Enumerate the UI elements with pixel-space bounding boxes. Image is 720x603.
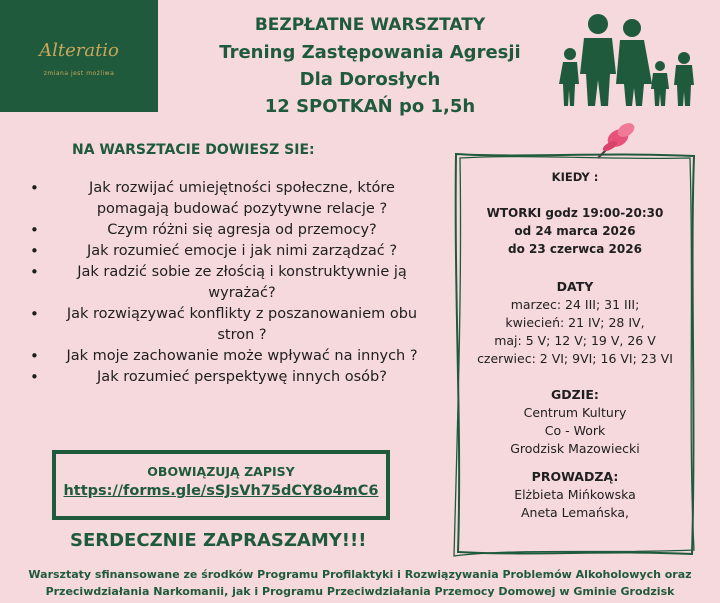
list-item: • Jak rozumieć perspektywę innych osób?: [30, 367, 428, 388]
dates-line: kwiecień: 21 IV; 28 IV,: [505, 315, 645, 330]
family-silhouette-icon: [556, 8, 696, 108]
list-item: • Jak rozwiązywać konflikty z poszanowaniem obu stron ?: [30, 304, 428, 346]
dates-line: czerwiec: 2 VI; 9VI; 16 VI; 23 VI: [477, 351, 673, 366]
title-line-3: Dla Dorosłych: [299, 69, 441, 90]
signup-box: [52, 450, 390, 520]
signup-label: OBOWIĄZUJĄ ZAPISY: [147, 464, 295, 479]
list-item: • Jak radzić sobie ze złością i konstruktywnie ją wyrażać?: [30, 262, 428, 304]
where-line: Co - Work: [544, 423, 606, 438]
where-line: Grodzisk Mazowiecki: [510, 441, 640, 456]
logo-box: [0, 0, 158, 112]
where-line: Centrum Kultury: [523, 405, 627, 420]
footer-line-2: Przeciwdziałania Narkomanii, jak i Programu Przeciwdziałania Przemocy Domowej w Gminie Grodzisk: [45, 585, 675, 598]
dates-heading: DATY: [556, 279, 594, 294]
when-details: [470, 204, 680, 258]
dates-line: maj: 5 V; 12 V; 19 V, 26 V: [494, 333, 656, 348]
learn-heading: NA WARSZTACIE DOWIESZ SIE:: [72, 142, 315, 158]
footer-line-1: Warsztaty sfinansowane ze środków Programu Profilaktyki i Rozwiązywania Problemów Alkoholowych oraz: [28, 568, 692, 581]
list-item: • Jak rozwijać umiejętności społeczne, które pomagają budować pozytywne relacje ?: [30, 178, 428, 220]
pushpin-icon: [588, 118, 640, 164]
when-line-2: od 24 marca 2026: [514, 224, 636, 238]
funding-footer: [10, 566, 710, 600]
list-item: • Jak moje zachowanie może wpływać na innych ?: [30, 346, 428, 367]
when-line-3: do 23 czerwca 2026: [508, 242, 642, 256]
list-item: • Czym różni się agresja od przemocy?: [30, 220, 428, 241]
when-heading: KIEDY :: [551, 170, 599, 184]
title-line-1: BEZPŁATNE WARSZTATY: [254, 15, 486, 35]
page-title: [180, 12, 560, 120]
logo-name: Alteratio: [39, 40, 119, 61]
learn-list: [30, 178, 428, 388]
logo-tagline: zmiana jest możliwa: [43, 70, 115, 77]
dates-section: [470, 278, 680, 368]
dates-line: marzec: 24 III; 31 III;: [510, 297, 640, 312]
signup-link[interactable]: https://forms.gle/sSJsVh75dCY8o4mC6: [63, 483, 379, 499]
title-line-2: Trening Zastępowania Agresji: [219, 42, 521, 63]
lead-name: Elżbieta Mińkowska: [514, 487, 636, 502]
leads-heading: PROWADZĄ:: [531, 469, 619, 484]
when-line-1: WTORKI godz 19:00-20:30: [486, 206, 664, 220]
invite-text: SERDECZNIE ZAPRASZAMY!!!: [70, 530, 367, 551]
lead-name: Aneta Lemańska,: [520, 505, 630, 520]
leads-section: [470, 468, 680, 522]
title-line-4: 12 SPOTKAŃ po 1,5h: [264, 96, 476, 117]
where-section: [470, 386, 680, 458]
list-item: • Jak rozumieć emocje i jak nimi zarządzać ?: [30, 241, 428, 262]
where-heading: GDZIE:: [551, 387, 599, 402]
